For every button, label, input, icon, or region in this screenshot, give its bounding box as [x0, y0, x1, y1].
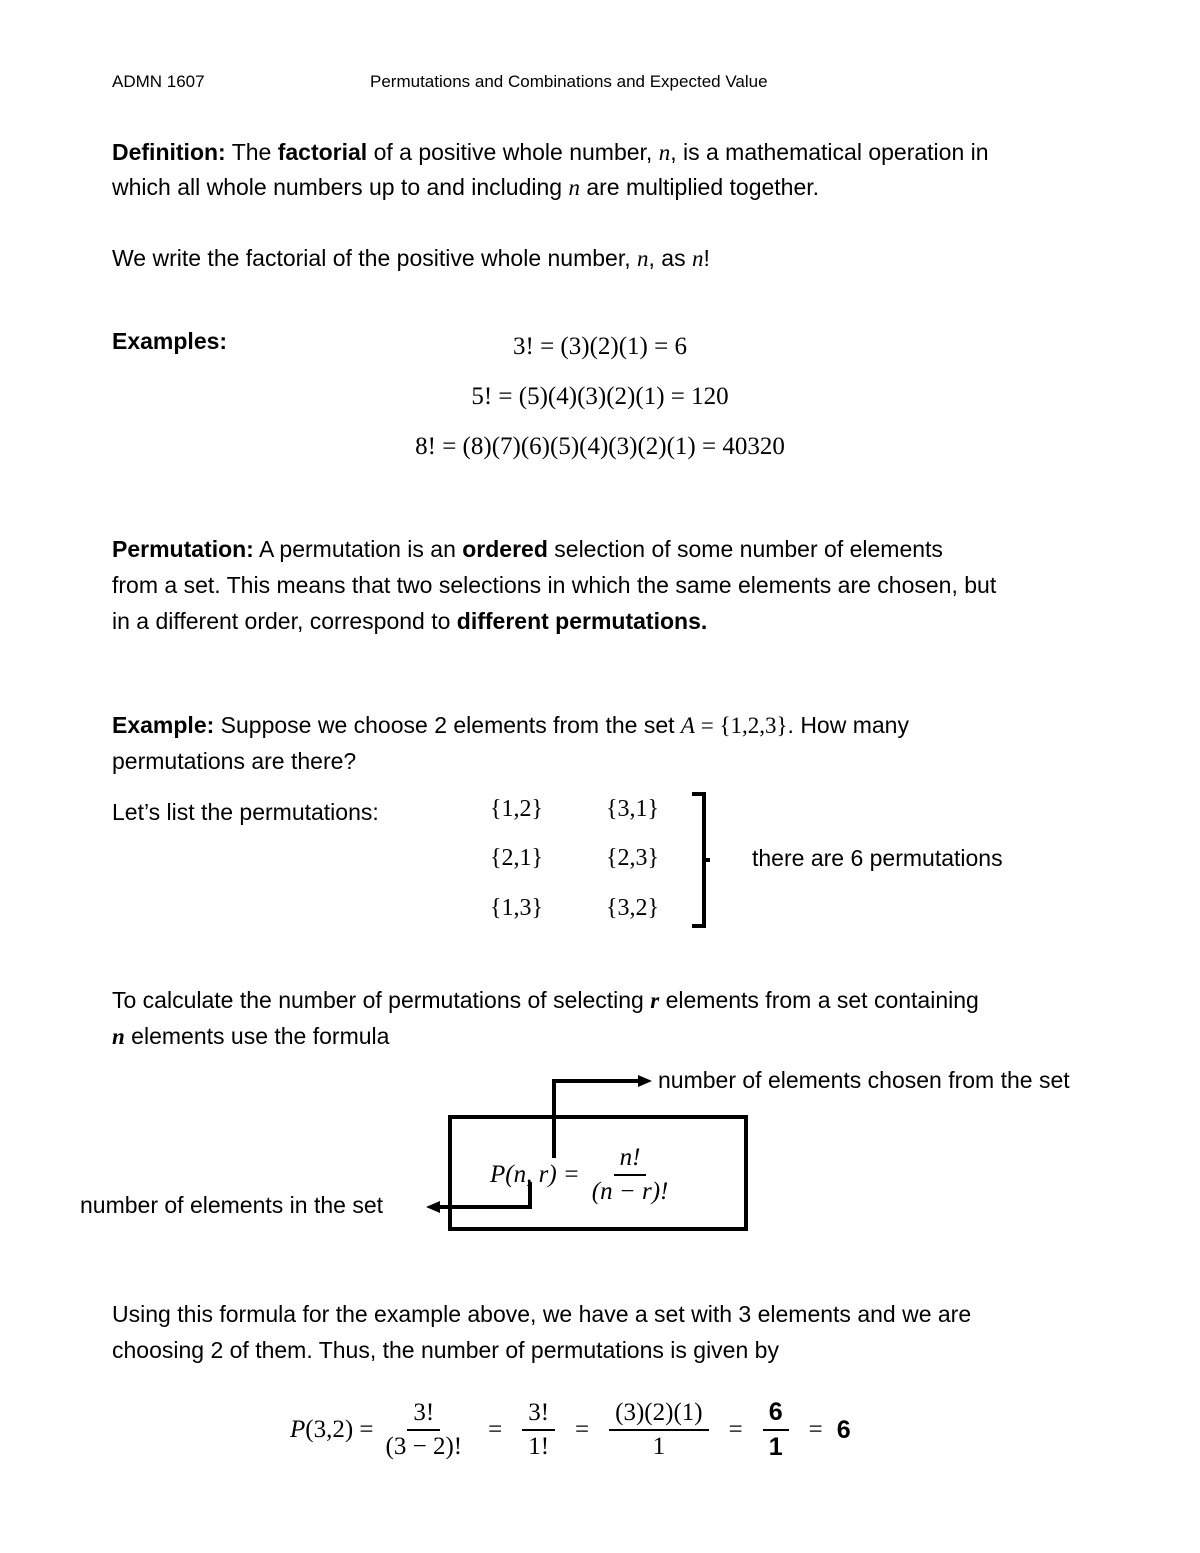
example-text-a: Suppose we choose 2 elements from the set: [214, 712, 681, 738]
app-equals: =: [808, 1416, 823, 1443]
app-result: 6: [836, 1415, 851, 1444]
definition-text-a: The: [231, 139, 278, 165]
definition-line-1: [112, 137, 989, 168]
var-n: n: [568, 175, 580, 200]
definition-text-2a: which all whole numbers up to and including: [112, 174, 569, 200]
app-fraction-1: [380, 1399, 469, 1461]
app-lhs-args: (3,2) =: [305, 1416, 374, 1443]
label-set-elements: number of elements in the set: [80, 1192, 383, 1218]
perm-item: {3,2}: [606, 895, 660, 921]
formula-intro-text-b: elements from a set containing: [659, 987, 979, 1013]
permutation-line-1: [112, 534, 943, 564]
perm-item: {1,2}: [490, 796, 544, 822]
factorial-example-2: 5! = (5)(4)(3)(2)(1) = 120: [471, 383, 729, 410]
example-text-b: . How many: [787, 712, 909, 738]
perm-item: {1,3}: [490, 895, 544, 921]
factorial-example-1: 3! = (3)(2)(1) = 6: [513, 333, 687, 360]
app-frac4-den: 1: [768, 1433, 783, 1461]
app-frac3-num: (3)(2)(1): [609, 1399, 708, 1431]
set-definition: = {1,2,3}: [694, 713, 788, 738]
app-frac1-num: 3!: [407, 1399, 440, 1431]
permutation-count: there are 6 permutations: [752, 845, 1003, 871]
list-label: Let’s list the permutations:: [112, 799, 379, 825]
notation-text-c: !: [703, 245, 710, 271]
definition-label: Definition:: [112, 139, 226, 165]
formula-numerator: n!: [614, 1144, 647, 1176]
permutation-line-2: from a set. This means that two selections in which the same elements are chosen, but: [112, 572, 997, 598]
app-lhs: P(3,2) =: [290, 1416, 374, 1443]
different-permutations-term: different permutations.: [456, 608, 708, 634]
factorial-example-3: 8! = (8)(7)(6)(5)(4)(3)(2)(1) = 40320: [415, 433, 785, 460]
permutation-text-3a: in a different order, correspond to: [112, 608, 457, 634]
label-chosen-elements: number of elements chosen from the set: [658, 1067, 1070, 1093]
example-line-2: permutations are there?: [112, 748, 357, 774]
app-frac2-den: 1!: [528, 1433, 550, 1460]
var-n: n: [112, 1024, 125, 1049]
application-line-1: Using this formula for the example above, we have a set with 3 elements and we are: [112, 1301, 972, 1327]
permutation-label: Permutation:: [112, 536, 254, 562]
perm-item: {2,1}: [490, 845, 544, 871]
formula-denominator: (n − r)!: [591, 1178, 669, 1205]
set-name: A: [680, 713, 695, 738]
app-equals: =: [575, 1416, 590, 1443]
ordered-term: ordered: [462, 536, 548, 562]
right-brace-icon: [680, 790, 720, 930]
app-frac3-den: 1: [652, 1433, 666, 1460]
app-fraction-4: [763, 1398, 789, 1462]
application-equation: [290, 1390, 851, 1470]
definition-text-2b: are multiplied together.: [579, 174, 820, 200]
permutation-text-a: A permutation is an: [253, 536, 463, 562]
var-r: r: [650, 988, 660, 1013]
examples-label: Examples:: [112, 328, 228, 354]
var-n: n: [637, 246, 649, 271]
page-title: Permutations and Combinations and Expected Value: [370, 72, 768, 91]
formula-intro-text-a: To calculate the number of permutations of selecting: [112, 987, 651, 1013]
app-equals: =: [728, 1416, 743, 1443]
factorial-term: factorial: [277, 139, 368, 165]
notation-line: [112, 243, 710, 274]
app-frac4-num: 6: [763, 1398, 789, 1431]
perm-item: {3,1}: [606, 796, 660, 822]
formula-fraction: [586, 1144, 675, 1206]
formula-intro-line-1: [112, 985, 979, 1016]
course-code: ADMN 1607: [112, 72, 205, 91]
example-label: Example:: [112, 712, 215, 738]
notation-text-a: We write the factorial of the positive whole number,: [112, 245, 638, 271]
app-frac2-num: 3!: [522, 1399, 555, 1431]
permutation-text-c: selection of some number of elements: [547, 536, 943, 562]
formula-lhs: P(n, r) =: [490, 1161, 580, 1188]
app-equals: =: [488, 1416, 503, 1443]
definition-line-2: [112, 172, 819, 203]
formula-intro-text-2: elements use the formula: [124, 1023, 390, 1049]
perm-item: {2,3}: [606, 845, 660, 871]
definition-text-d: , is a mathematical operation in: [670, 139, 989, 165]
definition-text-c: of a positive whole number,: [367, 139, 659, 165]
notation-text-b: , as: [648, 245, 692, 271]
app-fraction-3: [609, 1399, 708, 1461]
var-n: n: [691, 246, 704, 271]
example-line-1: [112, 710, 909, 741]
app-frac1-den: (3 − 2)!: [385, 1433, 463, 1460]
formula-intro-line-2: [112, 1021, 389, 1052]
var-n: n: [658, 140, 671, 165]
permutation-formula: [490, 1135, 680, 1215]
permutation-line-3: [112, 606, 707, 636]
app-fraction-2: [522, 1399, 555, 1461]
application-line-2: choosing 2 of them. Thus, the number of permutations is given by: [112, 1337, 779, 1363]
